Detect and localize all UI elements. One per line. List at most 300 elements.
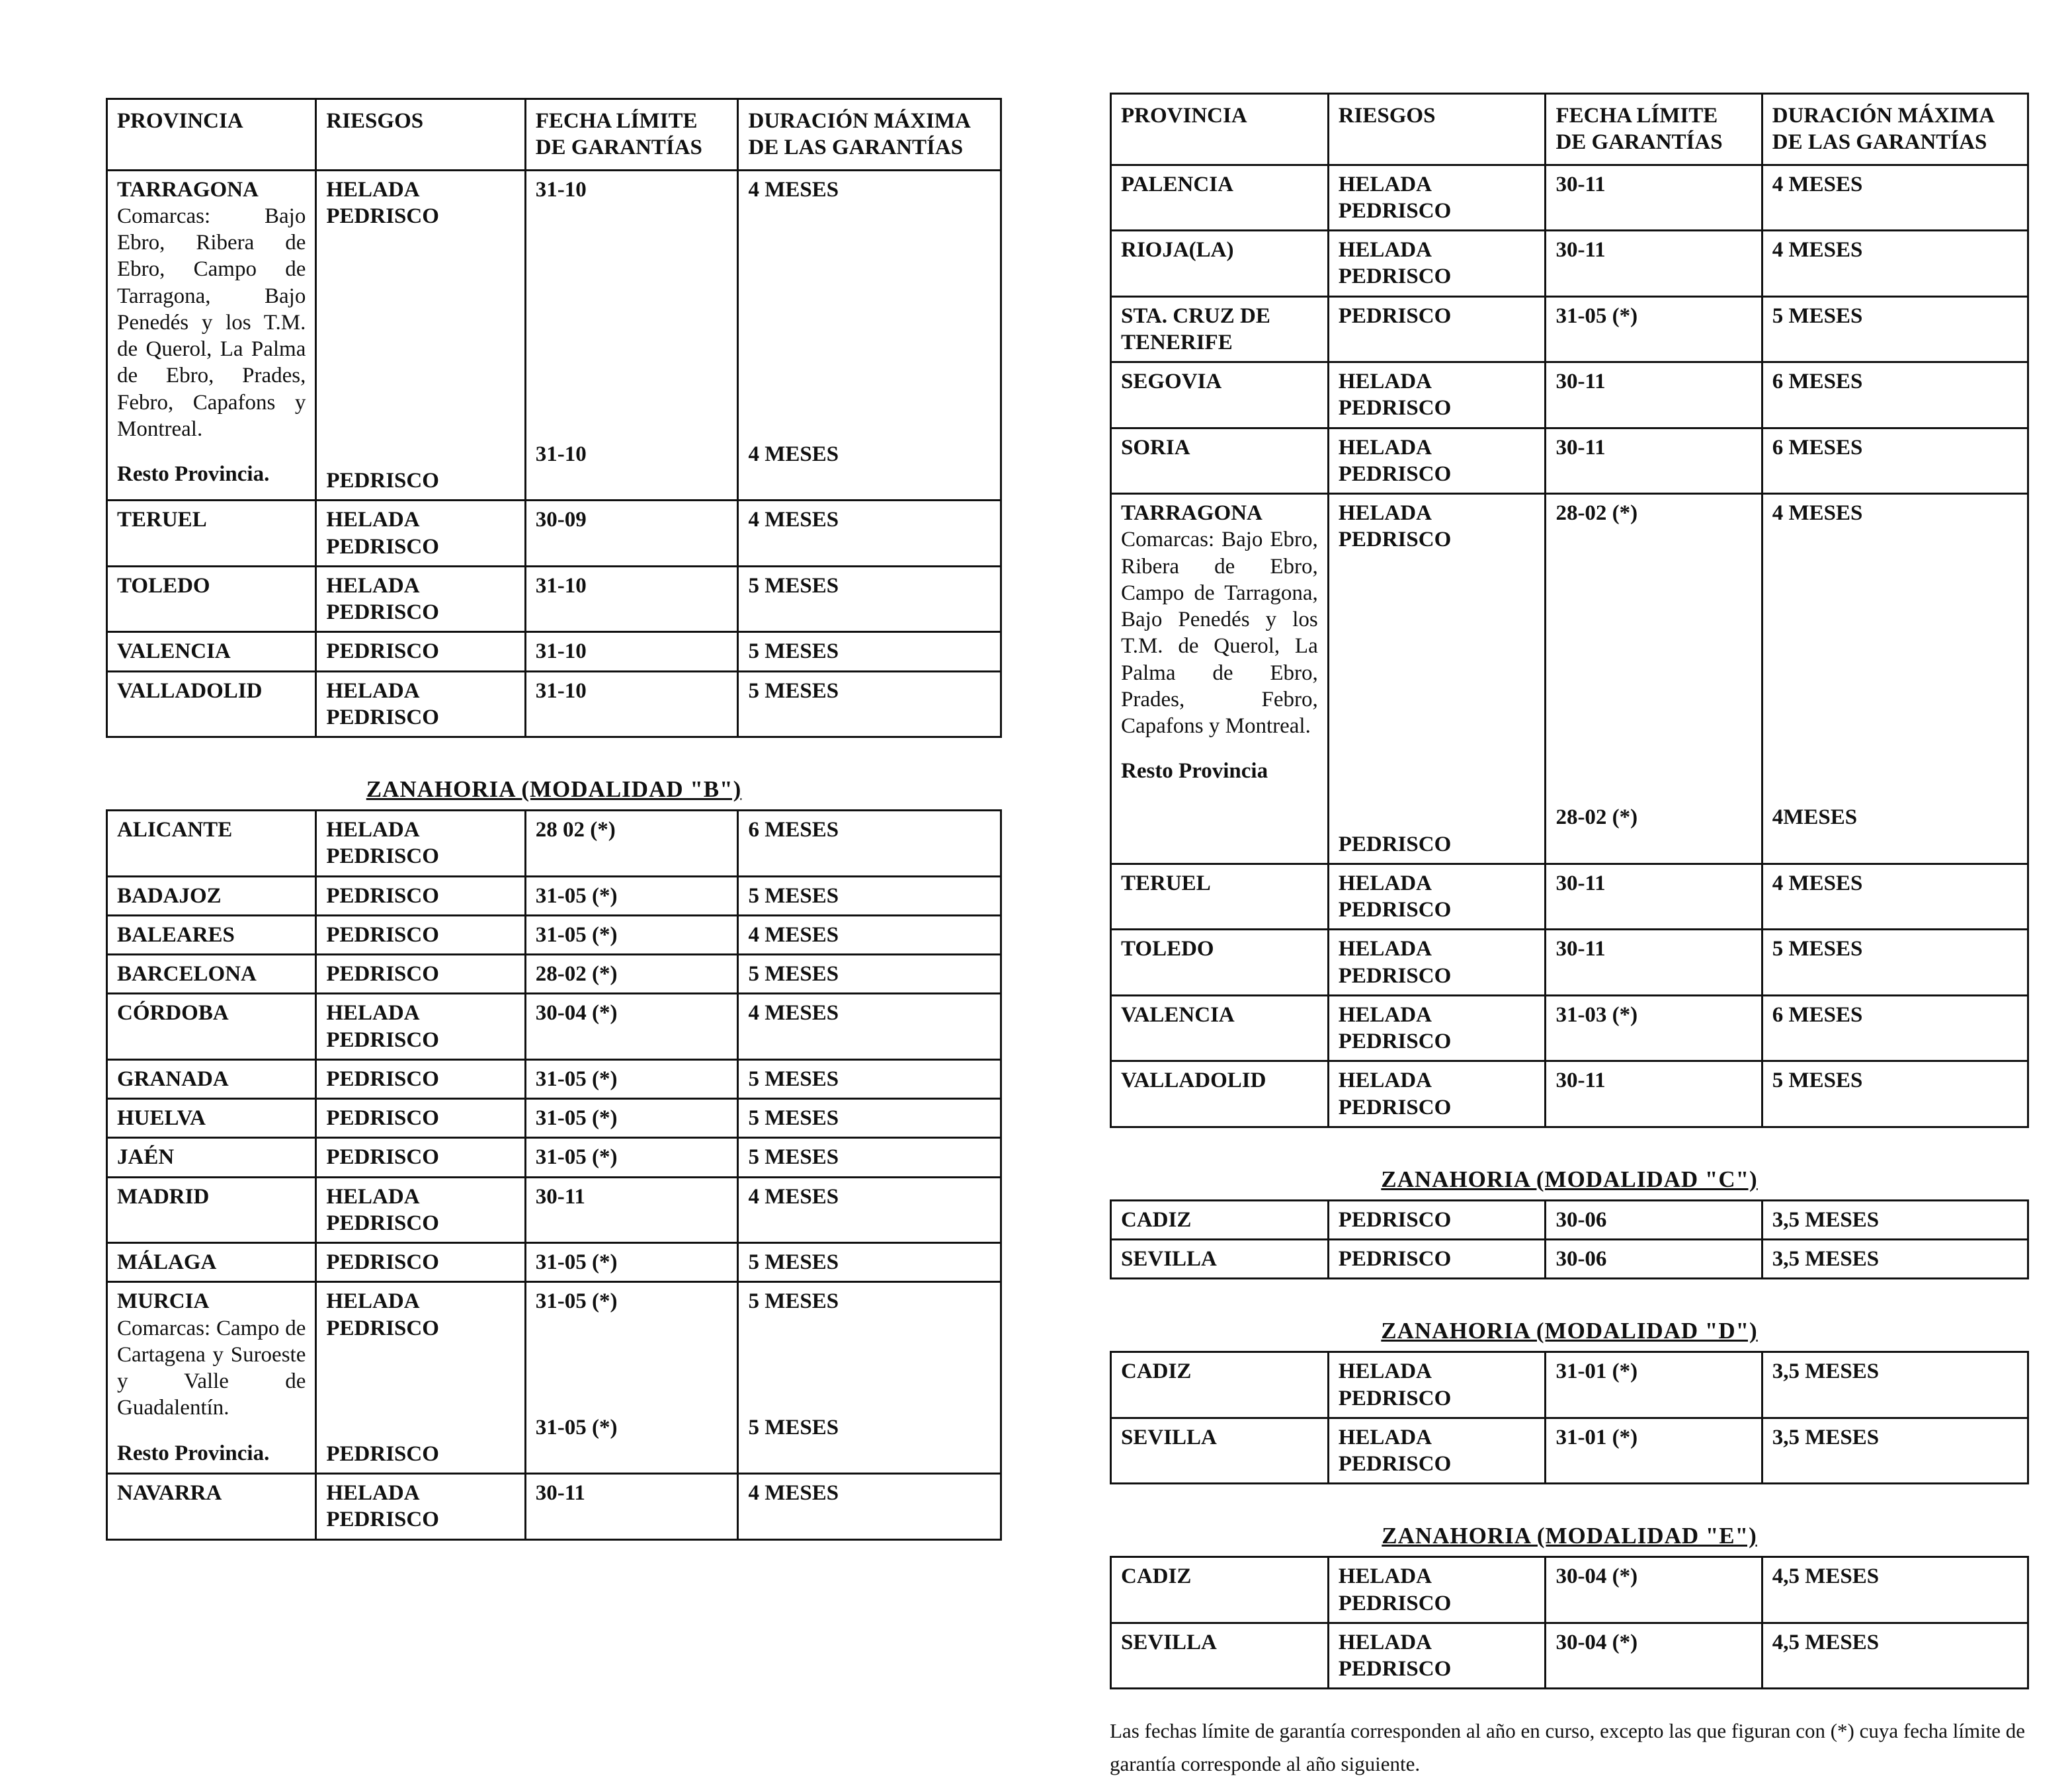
duracion-value: 5 MESES — [748, 883, 839, 908]
riesgos-cell — [316, 1243, 525, 1282]
fecha-cell — [1546, 864, 1762, 930]
riesgos-cell — [316, 1059, 525, 1098]
provincia-name: MURCIA — [117, 1289, 210, 1314]
fecha-cell — [1546, 296, 1762, 362]
provincia-name: VALENCIA — [117, 639, 231, 664]
fecha-value: 30-06 — [1555, 1247, 1607, 1271]
provincia-name: BALEARES — [117, 922, 235, 947]
resto-duracion: 4 MESES — [748, 442, 839, 466]
provincia-cell — [107, 955, 316, 994]
duracion-value: 5 MESES — [748, 962, 839, 986]
header-provincia: PROVINCIA — [1111, 94, 1329, 165]
provincia-cell — [107, 1177, 316, 1243]
fecha-cell — [1546, 362, 1762, 428]
table-row — [1111, 1200, 2028, 1239]
provincia-name: CÓRDOBA — [117, 1001, 229, 1026]
fecha-value: 31-10 — [535, 573, 587, 598]
riesgos-cell — [316, 566, 525, 632]
provincia-cell — [1111, 1623, 1329, 1689]
fecha-value: 31-03 (*) — [1555, 1002, 1638, 1027]
provincia-cell — [1111, 1418, 1329, 1484]
riesgo-item: PEDRISCO — [1338, 963, 1452, 988]
provincia-name: TERUEL — [1121, 871, 1211, 895]
riesgos-cell — [1328, 1352, 1546, 1418]
duracion-value: 5 MESES — [748, 678, 839, 703]
table-row — [1111, 930, 2028, 996]
duracion-value: 4 MESES — [748, 1481, 839, 1505]
riesgo-item: PEDRISCO — [1338, 264, 1452, 289]
riesgo-item: HELADA — [1338, 370, 1432, 393]
fecha-value: 30-04 (*) — [1555, 1564, 1638, 1589]
riesgos-cell — [1328, 296, 1546, 362]
resto-duracion: 4MESES — [1772, 805, 1858, 830]
duracion-value: 4 MESES — [748, 1184, 839, 1209]
fecha-value: 30-11 — [1555, 1069, 1606, 1093]
riesgo-item: PEDRISCO — [1338, 1247, 1452, 1271]
riesgo-item: PEDRISCO — [1338, 1030, 1452, 1053]
table-row — [107, 955, 1001, 994]
provincia-cell — [1111, 165, 1329, 231]
table-row — [107, 915, 1001, 954]
fecha-cell — [1546, 231, 1762, 297]
riesgo-item: PEDRISCO — [326, 922, 439, 947]
riesgo-item: HELADA — [1338, 937, 1432, 961]
fecha-value: 30-11 — [1555, 435, 1606, 460]
duracion-cell — [1762, 930, 2028, 996]
fecha-value: 31-05 (*) — [535, 922, 618, 947]
provincia-cell — [107, 1059, 316, 1098]
duracion-cell — [1762, 1418, 2028, 1484]
provincia-cell — [1111, 1200, 1329, 1239]
table-row — [1111, 864, 2028, 930]
riesgos-cell — [316, 1138, 525, 1177]
riesgo-item: PEDRISCO — [326, 1106, 439, 1130]
fecha-value: 30-04 (*) — [535, 1001, 618, 1026]
duracion-cell — [1762, 165, 2028, 231]
provincia-name: HUELVA — [117, 1106, 206, 1130]
resto-duracion: 5 MESES — [748, 1415, 839, 1439]
fecha-cell — [1546, 1623, 1762, 1689]
riesgo-item: PEDRISCO — [326, 1508, 439, 1532]
duracion-cell — [1762, 1200, 2028, 1239]
fecha-value: 30-11 — [1555, 871, 1606, 895]
provincia-cell — [1111, 1352, 1329, 1418]
provincia-cell — [107, 915, 316, 954]
riesgo-item: PEDRISCO — [326, 883, 439, 908]
riesgo-item: PEDRISCO — [326, 844, 439, 869]
fecha-value: 31-05 (*) — [535, 1106, 618, 1130]
riesgos-cell — [316, 632, 525, 671]
riesgos-cell — [1328, 494, 1546, 864]
table-row — [107, 566, 1001, 632]
table-row — [1111, 165, 2028, 231]
left-table-main-body — [107, 170, 1001, 737]
right-column — [1110, 93, 2029, 1780]
provincia-name: VALLADOLID — [117, 678, 263, 703]
fecha-cell — [1546, 494, 1762, 864]
fecha-cell — [525, 876, 738, 915]
fecha-value: 31-10 — [535, 177, 587, 202]
table-row — [1111, 494, 2028, 864]
provincia-cell — [107, 501, 316, 567]
riesgos-cell — [316, 501, 525, 567]
provincia-name: SEVILLA — [1121, 1630, 1217, 1654]
fecha-cell — [525, 566, 738, 632]
provincia-name: TERUEL — [117, 508, 207, 532]
fecha-cell — [525, 1177, 738, 1243]
fecha-cell — [1546, 1557, 1762, 1623]
duracion-cell — [738, 811, 1001, 877]
provincia-name: RIOJA(LA) — [1121, 238, 1234, 262]
provincia-name: JAÉN — [117, 1145, 175, 1170]
header-fecha: FECHA LÍMITE DE GARANTÍAS — [1546, 94, 1762, 165]
fecha-value: 31-10 — [535, 678, 587, 703]
fecha-value: 31-01 (*) — [1555, 1359, 1638, 1384]
duracion-value: 4 MESES — [748, 922, 839, 947]
provincia-name: TARRAGONA — [117, 177, 259, 202]
fecha-cell — [1546, 1352, 1762, 1418]
header-riesgos: RIESGOS — [316, 99, 525, 171]
provincia-cell — [1111, 362, 1329, 428]
provincia-name: CADIZ — [1121, 1207, 1192, 1232]
provincia-name: MADRID — [117, 1184, 210, 1209]
fecha-value: 31-05 (*) — [1555, 303, 1638, 328]
duracion-value: 6 MESES — [1772, 435, 1863, 460]
table-row — [107, 671, 1001, 737]
fecha-value: 31-05 (*) — [535, 1067, 618, 1091]
section-title-d: ZANAHORIA (MODALIDAD "D") — [1381, 1318, 1758, 1344]
provincia-cell — [107, 811, 316, 877]
table-row — [1111, 1623, 2028, 1689]
table-row — [1111, 296, 2028, 362]
table-row — [1111, 1352, 2028, 1418]
table-row — [1111, 231, 2028, 297]
fecha-cell — [1546, 1200, 1762, 1239]
duracion-value: 5 MESES — [748, 1289, 839, 1314]
riesgo-item: HELADA — [1338, 871, 1432, 895]
provincia-cell — [1111, 428, 1329, 494]
table-header-row — [1111, 94, 2028, 165]
duracion-value: 3,5 MESES — [1772, 1247, 1880, 1271]
footnote: Las fechas límite de garantía corresponden al año en curso, excepto las que figuran con (*) cuya fecha límite de garantía corresponde al año siguiente. — [1110, 1719, 2026, 1775]
riesgos-cell — [316, 170, 525, 501]
riesgos-cell — [316, 876, 525, 915]
duracion-value: 6 MESES — [1772, 370, 1863, 393]
right-table-main — [1110, 93, 2029, 1128]
fecha-cell — [525, 994, 738, 1060]
riesgo-item: PEDRISCO — [1338, 1452, 1452, 1476]
riesgos-cell — [316, 994, 525, 1060]
duracion-cell — [1762, 362, 2028, 428]
provincia-name: GRANADA — [117, 1067, 229, 1091]
provincia-cell — [107, 1243, 316, 1282]
right-table-d — [1110, 1351, 2029, 1484]
riesgo-item: PEDRISCO — [326, 1145, 439, 1170]
duracion-cell — [738, 915, 1001, 954]
duracion-value: 4,5 MESES — [1772, 1564, 1880, 1589]
comarcas-detail: Comarcas: Bajo Ebro, Ribera de Ebro, Campo de Tarragona, Bajo Penedés y los T.M. de Querol, La Palma de Ebro, Prades, Febro, Capafons y Montreal. — [1121, 528, 1318, 738]
riesgo-item: PEDRISCO — [1338, 528, 1452, 552]
fecha-cell — [525, 955, 738, 994]
duracion-cell — [738, 876, 1001, 915]
riesgo-item: HELADA — [326, 678, 420, 703]
riesgos-cell — [1328, 1418, 1546, 1484]
table-row — [107, 1243, 1001, 1282]
fecha-value: 28 02 (*) — [535, 818, 616, 842]
riesgo-item: PEDRISCO — [1338, 198, 1452, 223]
duracion-value: 4 MESES — [1772, 238, 1863, 262]
resto-provincia-label: Resto Provincia. — [117, 1441, 270, 1465]
riesgo-item: PEDRISCO — [326, 705, 439, 729]
riesgos-cell — [1328, 1557, 1546, 1623]
fecha-cell — [1546, 428, 1762, 494]
riesgo-item: HELADA — [326, 818, 420, 842]
resto-fecha: 28-02 (*) — [1555, 805, 1638, 830]
right-table-c-body — [1111, 1200, 2028, 1279]
left-column — [106, 98, 1002, 1541]
duracion-cell — [738, 566, 1001, 632]
duracion-cell — [1762, 428, 2028, 494]
comarcas-detail: Comarcas: Campo de Cartagena y Suroeste y Valle de Guadalentín. — [117, 1316, 306, 1420]
duracion-value: 5 MESES — [1772, 937, 1863, 961]
provincia-name: SEGOVIA — [1121, 370, 1222, 393]
riesgo-item: HELADA — [326, 1184, 420, 1209]
duracion-cell — [738, 994, 1001, 1060]
provincia-name: CADIZ — [1121, 1359, 1192, 1384]
header-duracion: DURACIÓN MÁXIMA DE LAS GARANTÍAS — [738, 99, 1001, 171]
fecha-cell — [525, 1243, 738, 1282]
riesgo-item: HELADA — [1338, 1425, 1432, 1449]
riesgo-item: PEDRISCO — [326, 1067, 439, 1091]
duracion-cell — [1762, 864, 2028, 930]
right-table-e-body — [1111, 1557, 2028, 1689]
provincia-name: VALENCIA — [1121, 1002, 1235, 1027]
comarcas-detail: Comarcas: Bajo Ebro, Ribera de Ebro, Campo de Tarragona, Bajo Penedés y los T.M. de Querol, La Palma de Ebro, Prades, Febro, Capafons y Montreal. — [117, 204, 306, 441]
duracion-cell — [1762, 1557, 2028, 1623]
fecha-cell — [525, 1059, 738, 1098]
riesgos-cell — [1328, 428, 1546, 494]
provincia-cell — [1111, 864, 1329, 930]
fecha-cell — [525, 1282, 738, 1474]
header-provincia: PROVINCIA — [107, 99, 316, 171]
riesgo-item: HELADA — [326, 508, 420, 532]
fecha-value: 30-11 — [1555, 238, 1606, 262]
provincia-cell — [1111, 1557, 1329, 1623]
provincia-cell — [107, 1099, 316, 1138]
provincia-cell — [107, 876, 316, 915]
provincia-name: TOLEDO — [117, 573, 210, 598]
riesgo-item: HELADA — [1338, 1069, 1432, 1093]
fecha-value: 31-05 (*) — [535, 1145, 618, 1170]
fecha-value: 30-11 — [1555, 370, 1606, 393]
table-row — [1111, 362, 2028, 428]
fecha-value: 31-05 (*) — [535, 1250, 618, 1274]
duracion-value: 5 MESES — [748, 573, 839, 598]
resto-riesgo: PEDRISCO — [1338, 832, 1452, 856]
riesgos-cell — [316, 1474, 525, 1540]
riesgos-cell — [1328, 864, 1546, 930]
fecha-value: 30-11 — [535, 1481, 585, 1505]
fecha-cell — [525, 811, 738, 877]
provincia-name: TARRAGONA — [1121, 501, 1263, 525]
resto-riesgo: PEDRISCO — [326, 1441, 439, 1466]
duracion-cell — [1762, 1623, 2028, 1689]
fecha-value: 30-11 — [1555, 937, 1606, 961]
provincia-cell — [1111, 296, 1329, 362]
duracion-value: 6 MESES — [748, 818, 839, 842]
duracion-value: 4 MESES — [748, 1001, 839, 1026]
fecha-value: 31-05 (*) — [535, 1289, 618, 1314]
duracion-cell — [738, 1243, 1001, 1282]
table-row — [107, 1059, 1001, 1098]
riesgo-item: HELADA — [326, 1001, 420, 1026]
table-row — [107, 994, 1001, 1060]
duracion-value: 5 MESES — [748, 639, 839, 664]
fecha-value: 28-02 (*) — [535, 962, 618, 986]
resto-provincia-label: Resto Provincia — [1121, 759, 1268, 784]
resto-provincia-label: Resto Provincia. — [117, 462, 270, 486]
provincia-name: NAVARRA — [117, 1481, 222, 1505]
table-row — [1111, 995, 2028, 1061]
table-row — [107, 1099, 1001, 1138]
riesgo-item: PEDRISCO — [1338, 1657, 1452, 1681]
provincia-name: VALLADOLID — [1121, 1069, 1266, 1093]
provincia-name: MÁLAGA — [117, 1250, 217, 1274]
right-table-d-body — [1111, 1352, 2028, 1484]
riesgo-item: PEDRISCO — [1338, 1386, 1452, 1410]
riesgo-item: PEDRISCO — [326, 204, 439, 228]
duracion-cell — [1762, 1352, 2028, 1418]
duracion-cell — [738, 1282, 1001, 1474]
fecha-value: 30-11 — [1555, 172, 1606, 196]
riesgo-item: PEDRISCO — [1338, 462, 1452, 486]
provincia-cell — [1111, 1061, 1329, 1127]
right-table-main-body — [1111, 165, 2028, 1127]
riesgo-item: HELADA — [1338, 238, 1432, 262]
table-row — [1111, 1061, 2028, 1127]
fecha-cell — [1546, 165, 1762, 231]
table-row — [107, 170, 1001, 501]
duracion-value: 5 MESES — [748, 1250, 839, 1274]
provincia-name: STA. CRUZ DE TENERIFE — [1121, 303, 1270, 354]
fecha-cell — [525, 1138, 738, 1177]
fecha-cell — [525, 501, 738, 567]
resto-riesgo: PEDRISCO — [326, 469, 439, 493]
duracion-cell — [1762, 1061, 2028, 1127]
provincia-name: SORIA — [1121, 435, 1190, 460]
duracion-value: 3,5 MESES — [1772, 1207, 1880, 1232]
riesgos-cell — [1328, 1240, 1546, 1279]
riesgo-item: PEDRISCO — [1338, 1591, 1452, 1615]
left-table-main — [106, 98, 1002, 738]
riesgos-cell — [316, 1177, 525, 1243]
duracion-cell — [738, 632, 1001, 671]
fecha-cell — [525, 632, 738, 671]
duracion-cell — [1762, 995, 2028, 1061]
section-title-c: ZANAHORIA (MODALIDAD "C") — [1381, 1166, 1758, 1192]
riesgos-cell — [316, 915, 525, 954]
provincia-name: TOLEDO — [1121, 937, 1214, 961]
provincia-cell — [1111, 231, 1329, 297]
riesgo-item: HELADA — [326, 1481, 420, 1505]
duracion-value: 4 MESES — [748, 508, 839, 532]
fecha-cell — [525, 170, 738, 501]
right-table-c — [1110, 1199, 2029, 1280]
fecha-cell — [1546, 1418, 1762, 1484]
duracion-cell — [1762, 494, 2028, 864]
duracion-cell — [738, 955, 1001, 994]
duracion-cell — [738, 501, 1001, 567]
table-row — [107, 501, 1001, 567]
fecha-value: 30-09 — [535, 508, 587, 532]
provincia-cell — [107, 632, 316, 671]
riesgo-item: PEDRISCO — [326, 1316, 439, 1340]
fecha-value: 31-10 — [535, 639, 587, 664]
riesgos-cell — [316, 955, 525, 994]
duracion-value: 5 MESES — [1772, 1069, 1863, 1093]
provincia-name: ALICANTE — [117, 818, 233, 842]
resto-fecha: 31-10 — [535, 442, 587, 466]
fecha-cell — [1546, 930, 1762, 996]
duracion-value: 5 MESES — [748, 1145, 839, 1170]
table-row — [1111, 1557, 2028, 1623]
provincia-cell — [1111, 494, 1329, 864]
duracion-cell — [738, 1138, 1001, 1177]
table-row — [107, 1474, 1001, 1540]
table-row — [107, 632, 1001, 671]
duracion-cell — [1762, 231, 2028, 297]
fecha-value: 30-06 — [1555, 1207, 1607, 1232]
provincia-name: BADAJOZ — [117, 883, 222, 908]
right-table-e — [1110, 1556, 2029, 1689]
provincia-cell — [1111, 1240, 1329, 1279]
fecha-value: 31-05 (*) — [535, 883, 618, 908]
fecha-value: 31-01 (*) — [1555, 1425, 1638, 1449]
riesgo-item: PEDRISCO — [1338, 1207, 1452, 1232]
provincia-name: SEVILLA — [1121, 1425, 1217, 1449]
riesgos-cell — [1328, 1623, 1546, 1689]
provincia-cell — [107, 1474, 316, 1540]
riesgo-item: PEDRISCO — [326, 639, 439, 664]
duracion-value: 4 MESES — [1772, 172, 1863, 196]
provincia-cell — [1111, 930, 1329, 996]
duracion-cell — [738, 671, 1001, 737]
riesgo-item: HELADA — [1338, 1564, 1432, 1589]
duracion-value: 3,5 MESES — [1772, 1359, 1880, 1384]
riesgo-item: HELADA — [1338, 1630, 1432, 1654]
riesgo-item: HELADA — [326, 177, 420, 202]
riesgo-item: PEDRISCO — [1338, 1095, 1452, 1119]
duracion-cell — [738, 1474, 1001, 1540]
riesgos-cell — [1328, 165, 1546, 231]
table-row — [107, 876, 1001, 915]
duracion-value: 3,5 MESES — [1772, 1425, 1880, 1449]
resto-fecha: 31-05 (*) — [535, 1415, 618, 1439]
left-table-b-body — [107, 811, 1001, 1540]
riesgos-cell — [1328, 231, 1546, 297]
duracion-cell — [1762, 296, 2028, 362]
duracion-cell — [1762, 1240, 2028, 1279]
header-duracion: DURACIÓN MÁXIMA DE LAS GARANTÍAS — [1762, 94, 2028, 165]
duracion-value: 4,5 MESES — [1772, 1630, 1880, 1654]
provincia-name: PALENCIA — [1121, 172, 1233, 196]
header-fecha: FECHA LÍMITE DE GARANTÍAS — [525, 99, 738, 171]
riesgo-item: HELADA — [1338, 435, 1432, 460]
riesgos-cell — [1328, 930, 1546, 996]
riesgos-cell — [316, 1099, 525, 1138]
riesgo-item: PEDRISCO — [1338, 396, 1452, 421]
riesgos-cell — [1328, 362, 1546, 428]
